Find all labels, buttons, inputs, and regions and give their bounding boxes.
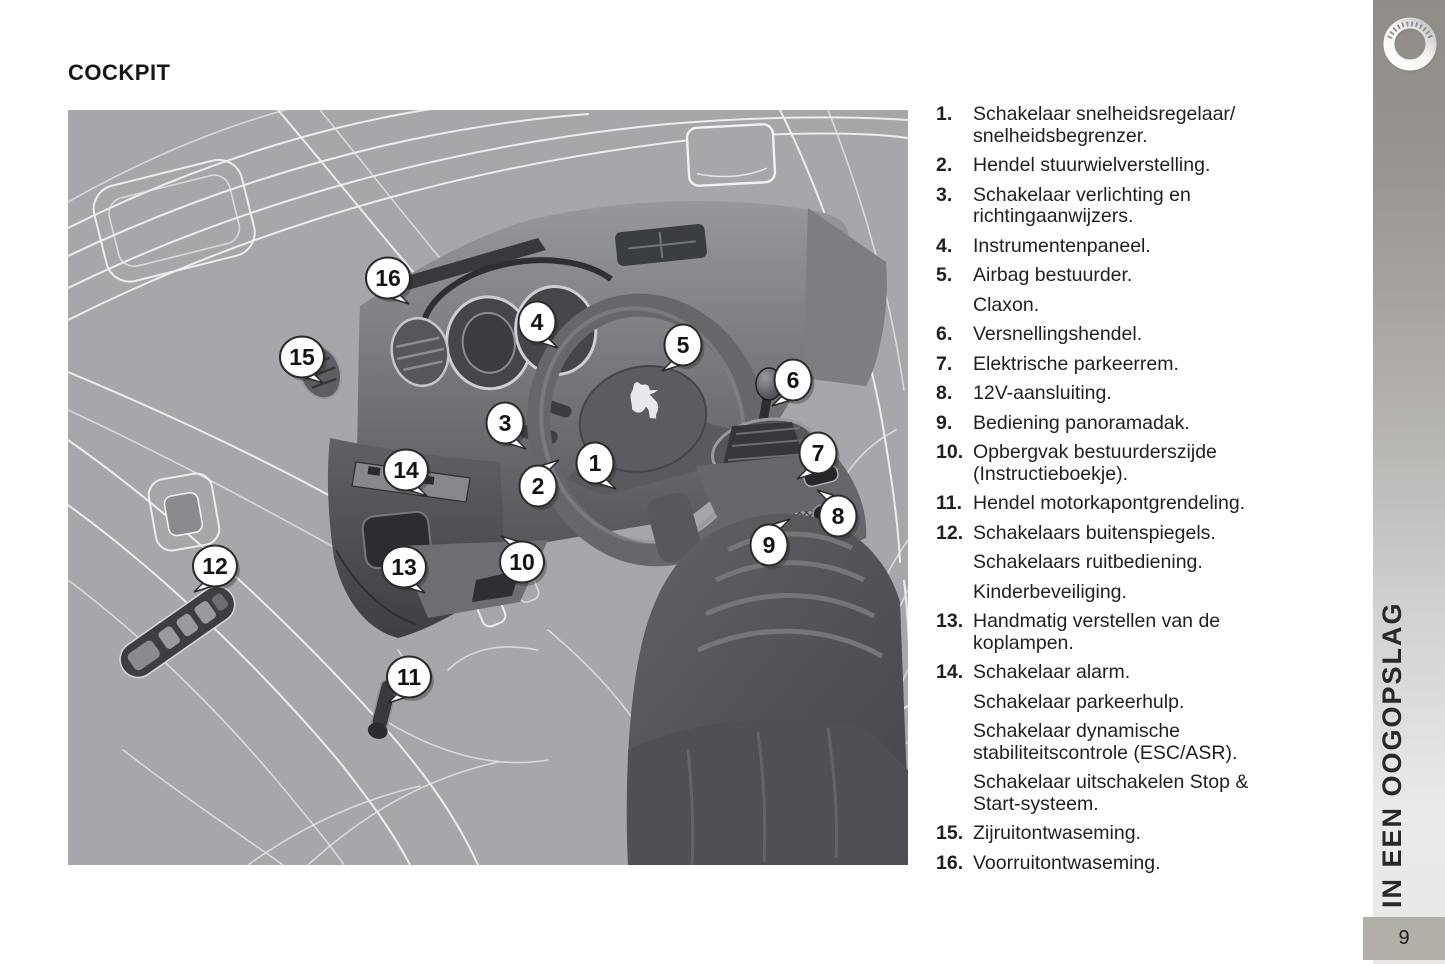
- item-number: 12.: [936, 521, 964, 544]
- callout-number: 8: [831, 503, 845, 529]
- legend-item: [936, 611, 1336, 654]
- item-number: 7.: [936, 352, 953, 375]
- item-number: 14.: [936, 661, 964, 683]
- legend-item: [936, 662, 1336, 684]
- item-line: Instrumentenpaneel.: [973, 234, 1151, 257]
- item-number: 9.: [936, 411, 953, 434]
- item-line: snelheidsbegrenzer.: [973, 124, 1148, 147]
- item-number: 13.: [936, 610, 964, 632]
- sidebar-section-label: IN EEN OOGOPSLAG: [1377, 601, 1407, 908]
- item-line: Opbergvak bestuurderszijde: [973, 441, 1217, 463]
- legend-item: [936, 155, 1336, 177]
- callout-number: 3: [498, 410, 512, 436]
- item-line: Schakelaar dynamische: [973, 720, 1181, 742]
- legend-item: [936, 185, 1336, 228]
- callout-number: 12: [202, 553, 228, 579]
- item-line: Airbag bestuurder.: [973, 264, 1133, 286]
- page-number: 9: [1398, 927, 1410, 949]
- callout-number: 15: [289, 344, 315, 370]
- legend-item: [936, 104, 1336, 147]
- item-number: 5.: [936, 264, 953, 286]
- item-line: Schakelaars buitenspiegels.: [973, 521, 1216, 544]
- item-line: Schakelaar verlichting en: [973, 183, 1191, 206]
- item-number: [936, 721, 973, 764]
- watch-dial-icon: [1381, 15, 1439, 73]
- item-line: Hendel motorkapontgrendeling.: [973, 492, 1246, 514]
- legend-item: [936, 552, 1336, 574]
- item-line: Hendel stuurwielverstelling.: [973, 154, 1211, 176]
- callout-number: 14: [393, 457, 419, 483]
- item-line: Handmatig verstellen van de: [973, 610, 1221, 632]
- legend-item: [936, 853, 1336, 875]
- callout-number: 11: [396, 664, 422, 690]
- legend-item: [936, 383, 1336, 405]
- callout-number: 7: [811, 440, 825, 466]
- item-line: stabiliteitscontrole (ESC/ASR).: [973, 741, 1238, 764]
- callout-number: 5: [676, 332, 690, 358]
- callout-number: 2: [531, 473, 545, 499]
- item-number: 10.: [936, 441, 964, 463]
- sidebar: [1373, 0, 1445, 964]
- page-title: COCKPIT: [68, 60, 171, 85]
- legend-list: [936, 104, 1336, 882]
- callout-number: 4: [530, 309, 544, 335]
- legend-item: [936, 324, 1336, 346]
- item-number: 15.: [936, 822, 964, 844]
- item-number: 6.: [936, 323, 953, 345]
- item-line: Elektrische parkeerrem.: [973, 352, 1179, 375]
- callout-number: 13: [391, 554, 417, 580]
- legend-item: [936, 295, 1336, 317]
- legend-item: [936, 523, 1336, 545]
- item-line: Zijruitontwaseming.: [973, 822, 1141, 844]
- cockpit-drawing: [68, 110, 908, 865]
- legend-item: [936, 582, 1336, 604]
- item-number: [936, 552, 973, 574]
- cockpit-illustration: [68, 110, 908, 865]
- item-line: richtingaanwijzers.: [973, 205, 1134, 227]
- item-number: [936, 582, 973, 604]
- item-line: Bediening panoramadak.: [973, 411, 1190, 434]
- item-line: 12V-aansluiting.: [973, 382, 1112, 404]
- item-line: Versnellingshendel.: [973, 323, 1143, 345]
- item-number: 2.: [936, 154, 953, 176]
- callout-number: 1: [588, 450, 602, 476]
- item-line: (Instructieboekje).: [973, 462, 1128, 485]
- item-number: [936, 692, 973, 714]
- item-line: Schakelaar uitschakelen Stop &: [973, 771, 1249, 793]
- legend-item: [936, 493, 1336, 515]
- item-line: Schakelaar alarm.: [973, 661, 1131, 683]
- item-line: Schakelaar parkeerhulp.: [973, 690, 1185, 713]
- rear-view-mirror: [687, 124, 776, 186]
- legend-item: [936, 692, 1336, 714]
- legend-item: [936, 354, 1336, 376]
- item-number: 1.: [936, 103, 953, 125]
- item-number: 16.: [936, 851, 964, 874]
- callout-number: 9: [762, 532, 776, 558]
- callout-number: 10: [509, 549, 535, 575]
- item-number: 8.: [936, 382, 953, 404]
- legend-item: [936, 265, 1336, 287]
- item-number: 4.: [936, 234, 953, 257]
- item-line: Claxon.: [973, 293, 1040, 316]
- legend-item: [936, 442, 1336, 485]
- item-line: Schakelaars ruitbediening.: [973, 551, 1203, 573]
- legend-item: [936, 772, 1336, 815]
- item-number: [936, 295, 973, 317]
- item-line: koplampen.: [973, 631, 1074, 654]
- page-number-box: [1363, 917, 1445, 960]
- legend-item: [936, 823, 1336, 845]
- item-line: Voorruitontwaseming.: [973, 851, 1161, 874]
- legend-item: [936, 721, 1336, 764]
- item-line: Schakelaar snelheidsregelaar/: [973, 103, 1236, 125]
- callout-number: 6: [786, 367, 800, 393]
- legend-item: [936, 413, 1336, 435]
- item-number: 11.: [936, 492, 963, 514]
- item-line: Start-systeem.: [973, 792, 1099, 815]
- item-number: 3.: [936, 183, 953, 206]
- item-number: [936, 772, 973, 815]
- callout-number: 16: [375, 265, 401, 291]
- legend-item: [936, 236, 1336, 258]
- item-line: Kinderbeveiliging.: [973, 580, 1127, 603]
